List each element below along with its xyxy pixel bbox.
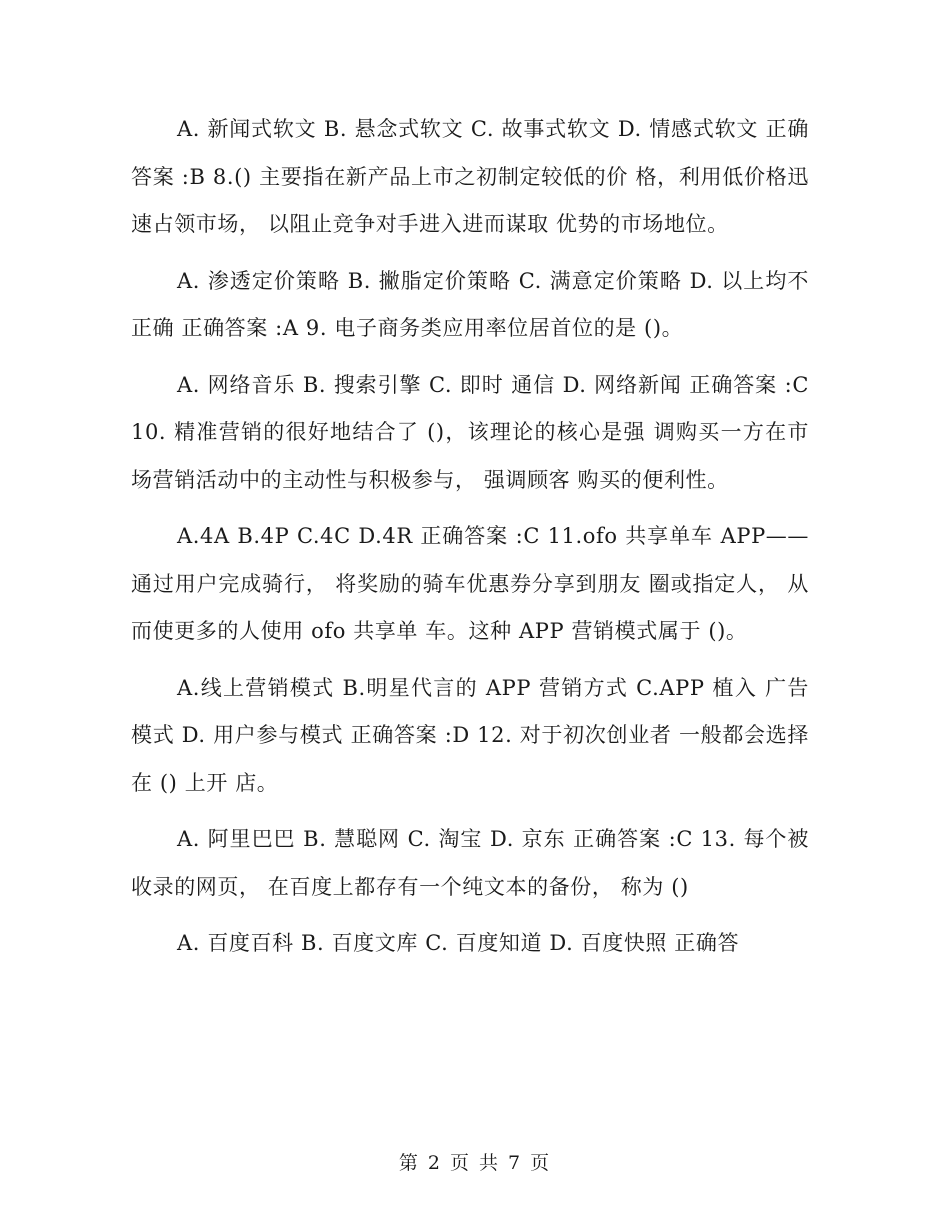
paragraph-question-10-options: A.4A B.4P C.4C D.4R 正确答案 :C 11.ofo 共享单车 APP—— 通过用户完成骑行， 将奖励的骑车优惠券分享到朋友 圈或指定人， 从而使更多的人使用 ofo 共享单 车。这种 APP 营销模式属于 ()。	[131, 524, 809, 643]
paragraph-question-13-options: A. 百度百科 B. 百度文库 C. 百度知道 D. 百度快照 正确答	[177, 931, 740, 955]
paragraph-question-8-options: A. 渗透定价策略 B. 撇脂定价策略 C. 满意定价策略 D. 以上均不正确 正确答案 :A 9. 电子商务类应用率位居首位的是 ()。	[131, 268, 809, 340]
document-body	[131, 106, 809, 977]
paragraph-question-11-options: A.线上营销模式 B.明星代言的 APP 营销方式 C.APP 植入 广告模式 D. 用户参与模式 正确答案 :D 12. 对于初次创业者 一般都会选择在 () 上开 店。	[131, 675, 809, 795]
paragraph-question-12-options: A. 阿里巴巴 B. 慧聪网 C. 淘宝 D. 京东 正确答案 :C 13. 每个被收录的网页， 在百度上都存有一个纯文本的备份， 称为 ()	[131, 827, 809, 899]
page-number-footer: 第 2 页 共 7 页	[398, 1152, 552, 1174]
paragraph-question-7-options: A. 新闻式软文 B. 悬念式软文 C. 故事式软文 D. 情感式软文 正确答案 :B 8.() 主要指在新产品上市之初制定较低的价 格，利用低价格迅速占领市场， 以阻止竞争对手进入进而谋取 优势的市场地位。	[131, 117, 809, 236]
paragraph-question-9-options: A. 网络音乐 B. 搜索引擎 C. 即时 通信 D. 网络新闻 正确答案 :C 10. 精准营销的很好地结合了 ()，该理论的核心是强 调购买一方在市场营销活动中的主动性与积极参与， 强调顾客 购买的便利性。	[131, 372, 809, 492]
